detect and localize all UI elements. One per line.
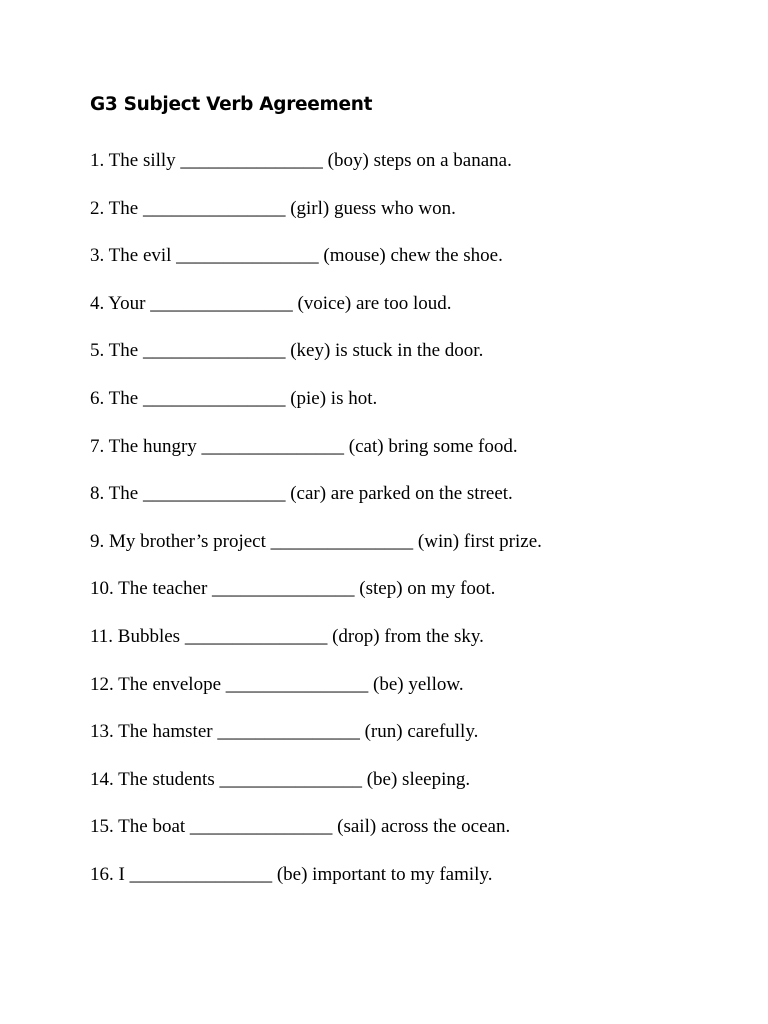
question-10: 10. The teacher _______________ (step) on my foot.: [90, 578, 496, 600]
question-15: 15. The boat _______________ (sail) across the ocean.: [90, 816, 511, 838]
question-6: 6. The _______________ (pie) is hot.: [90, 387, 378, 409]
question-11: 11. Bubbles _______________ (drop) from the sky.: [90, 625, 484, 647]
question-13: 13. The hamster _______________ (run) carefully.: [90, 721, 479, 743]
question-12: 12. The envelope _______________ (be) yellow.: [90, 673, 464, 695]
question-4: 4. Your _______________ (voice) are too loud.: [90, 292, 452, 314]
worksheet-title: G3 Subject Verb Agreement: [90, 94, 373, 115]
question-1: 1. The silly _______________ (boy) steps on a banana.: [90, 150, 512, 171]
question-3: 3. The evil _______________ (mouse) chew the shoe.: [90, 245, 503, 267]
question-16: 16. I _______________ (be) important to my family.: [90, 863, 493, 885]
question-8: 8. The _______________ (car) are parked on the street.: [90, 483, 513, 505]
question-9: 9. My brother’s project _______________ (win) first prize.: [90, 530, 542, 552]
question-5: 5. The _______________ (key) is stuck in the door.: [90, 340, 484, 362]
question-14: 14. The students _______________ (be) sleeping.: [90, 768, 471, 790]
question-2: 2. The _______________ (girl) guess who won.: [90, 197, 456, 219]
question-list: [90, 147, 542, 909]
question-7: 7. The hungry _______________ (cat) bring some food.: [90, 435, 518, 457]
